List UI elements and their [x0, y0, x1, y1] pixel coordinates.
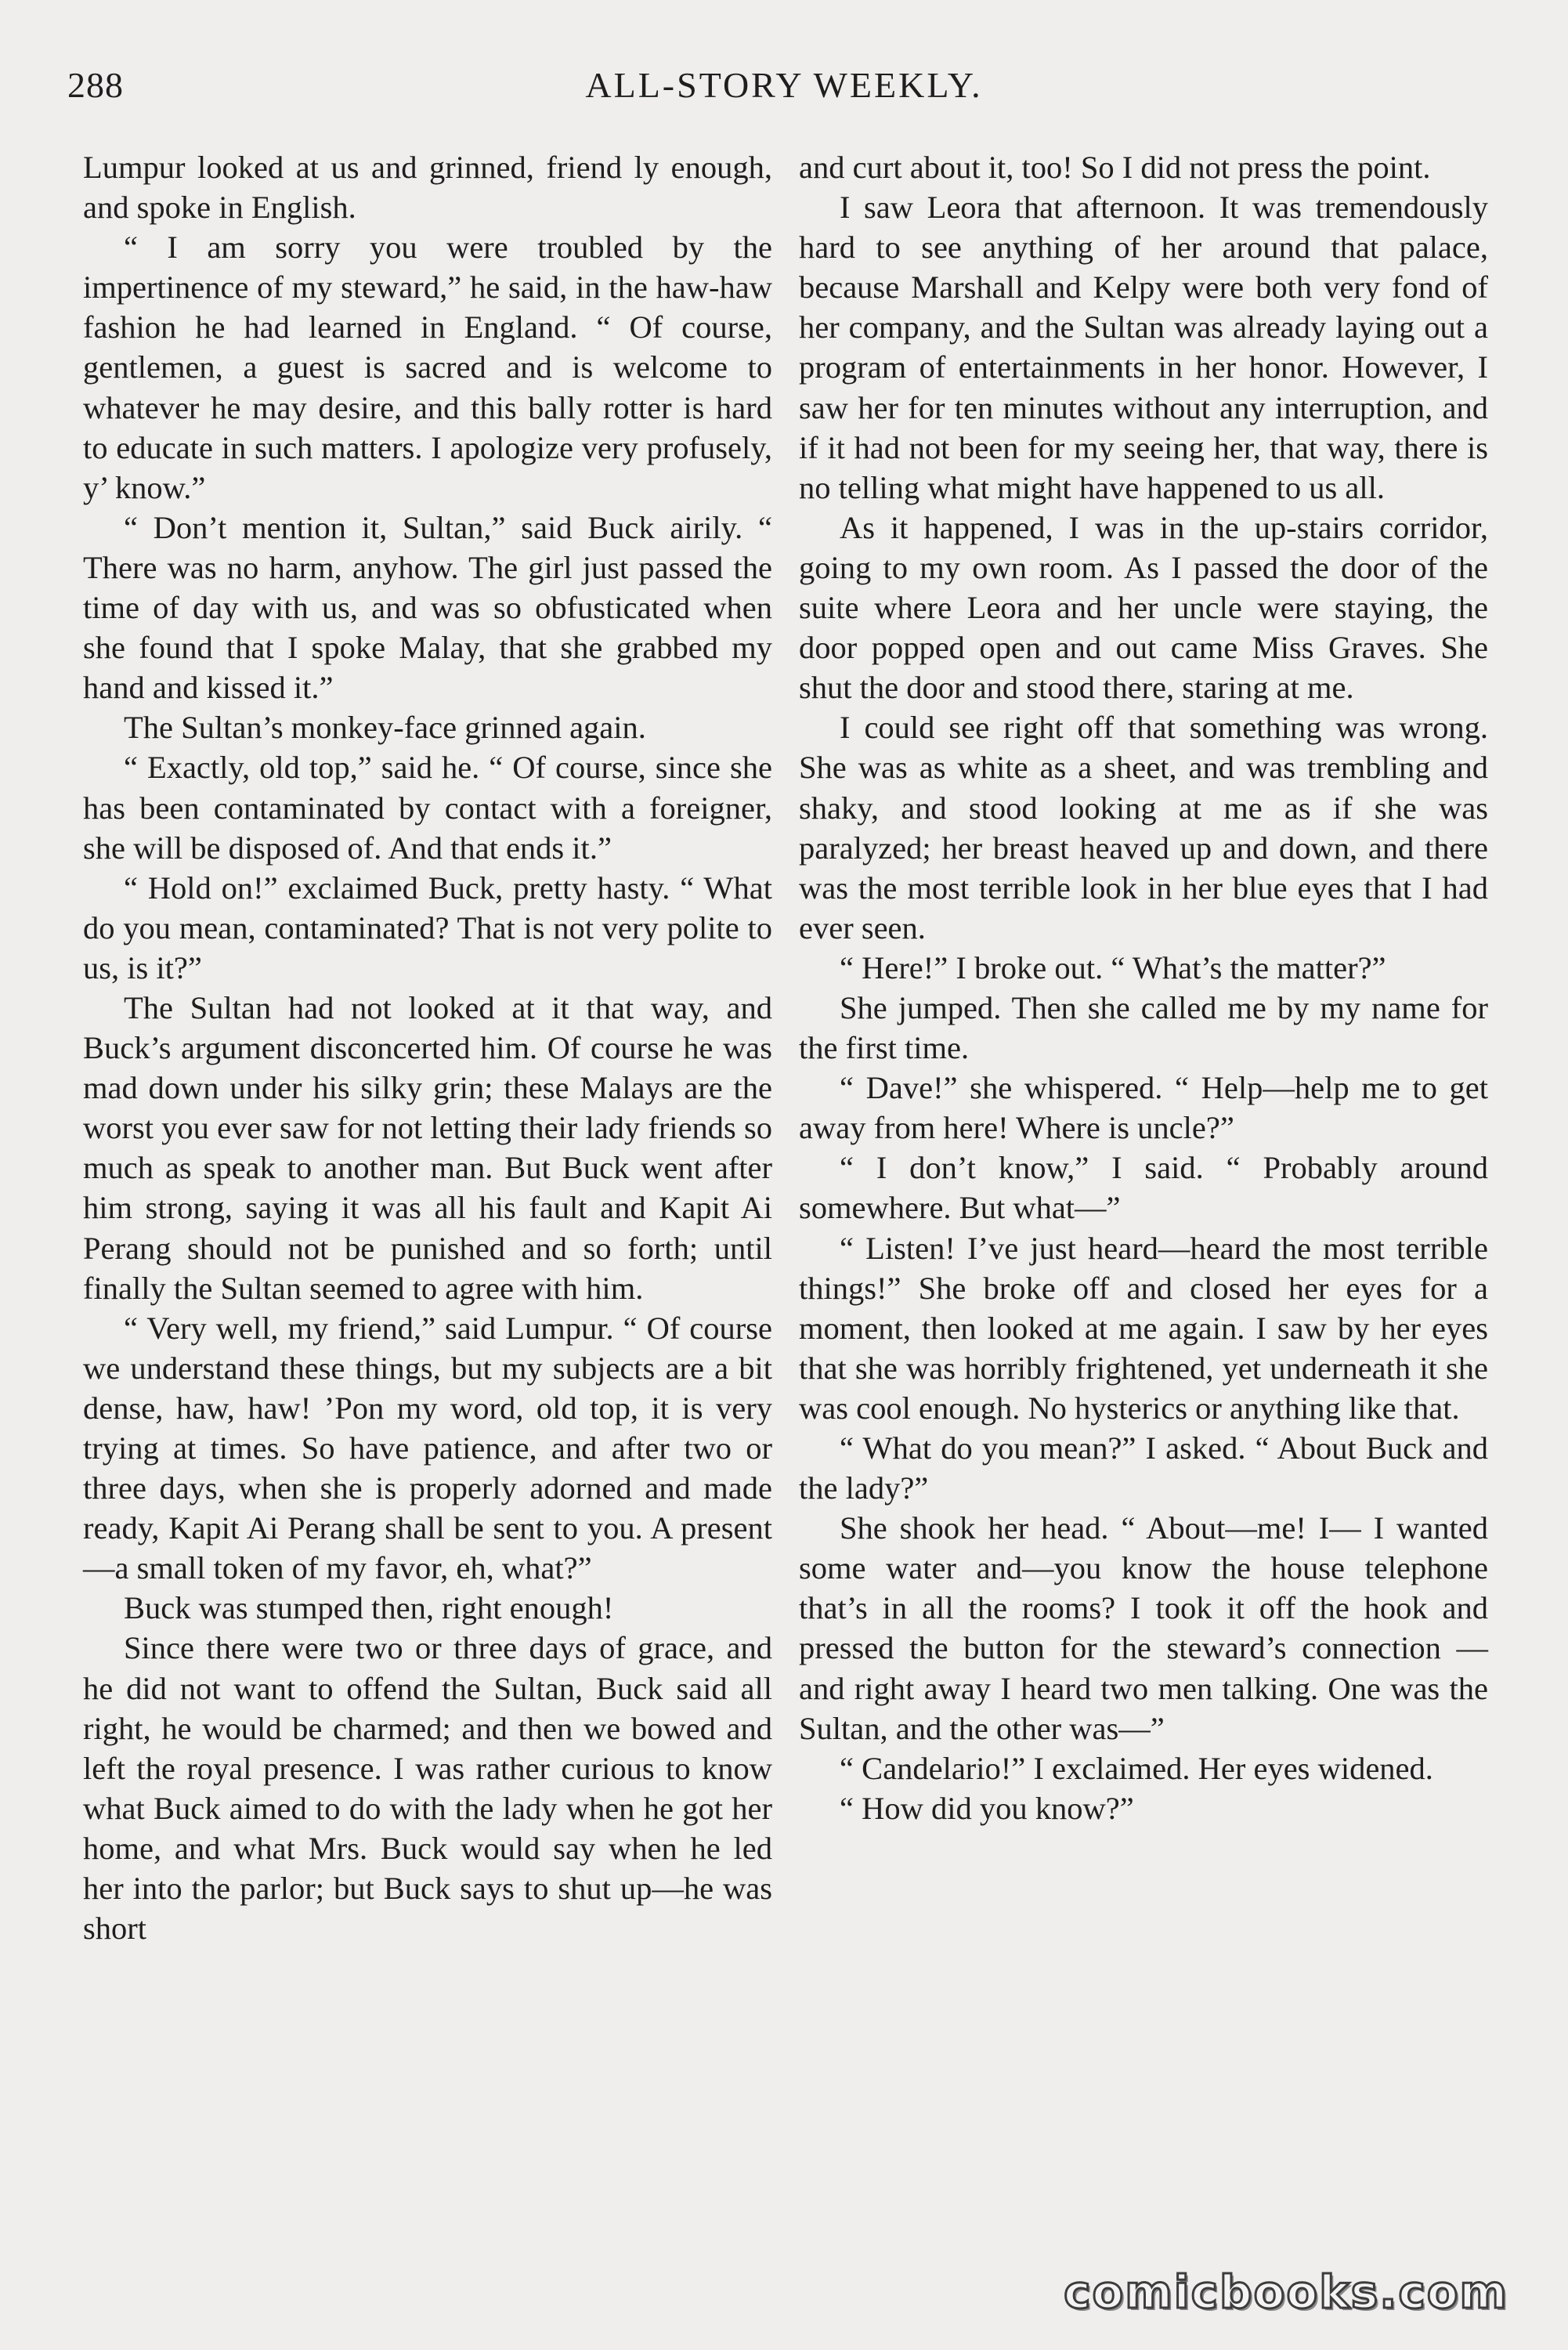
- paragraph: “ How did you know?”: [840, 1790, 1134, 1826]
- paragraph: “ Candelario!” I exclaimed. Her eyes widened.: [840, 1750, 1433, 1786]
- paragraph: She shook her head. “ About—me! I— I wanted some water and—you know the house telephone that’s in all the rooms? I took it off the hook and pressed the button for the steward’s connection — and right away I heard two men talking. One was the Sultan, and the other was—”: [799, 1510, 1488, 1746]
- right-column: [799, 147, 1488, 1828]
- magazine-title: ALL-STORY WEEKLY.: [585, 65, 983, 105]
- page-header: [67, 64, 1501, 127]
- paragraph: “ What do you mean?” I asked. “ About Buck and the lady?”: [799, 1430, 1488, 1506]
- paragraph: “ Dave!” she whispered. “ Help—help me to get away from here! Where is uncle?”: [799, 1070, 1488, 1146]
- paragraph: She jumped. Then she called me by my name for the first time.: [799, 989, 1488, 1066]
- paragraph: Buck was stumped then, right enough!: [124, 1590, 614, 1626]
- paragraph: “ Very well, my friend,” said Lumpur. “ Of course we understand these things, but my subjects are a bit dense, haw, haw! ’Pon my word, old top, it is very trying at times. So have patience, and after two or three days, when she is properly adorned and made ready, Kapit Ai Perang shall be sent to you. A present—a small token of my favor, eh, what?”: [83, 1310, 772, 1586]
- paragraph: I could see right off that something was wrong. She was as white as a sheet, and was trembling and shaky, and stood looking at me as if she was paralyzed; her breast heaved up and down, and there was the most terrible look in her blue eyes that I had ever seen.: [799, 710, 1488, 945]
- paragraph: “ I am sorry you were troubled by the impertinence of my steward,” he said, in the haw-haw fashion he had learned in England. “ Of course, gentlemen, a guest is sacred and is welcome to whatever he may desire, and this bally rotter is hard to educate in such matters. I apologize very profusely, y’ know.”: [83, 230, 772, 505]
- paragraph: “ Here!” I broke out. “ What’s the matter?”: [840, 949, 1386, 985]
- paragraph: and curt about it, too! So I did not press the point.: [799, 150, 1431, 185]
- paragraph: “ Hold on!” exclaimed Buck, pretty hasty. “ What do you mean, contaminated? That is not very polite to us, is it?”: [83, 870, 772, 985]
- paragraph: “ Don’t mention it, Sultan,” said Buck airily. “ There was no harm, anyhow. The girl just passed the time of day with us, and was so obfusticated when she found that I spoke Malay, that she grabbed my hand and kissed it.”: [83, 509, 772, 706]
- paragraph: I saw Leora that afternoon. It was tremendously hard to see anything of her around that palace, because Marshall and Kelpy were both very fond of her company, and the Sultan was already laying out a program of entertainments in her honor. However, I saw her for ten minutes without any interruption, and if it had not been for my seeing her, that way, there is no telling what might have happened to us all.: [799, 190, 1488, 505]
- paragraph: The Sultan’s monkey-face grinned again.: [124, 710, 646, 746]
- paragraph: “ I don’t know,” I said. “ Probably around somewhere. But what—”: [799, 1150, 1488, 1226]
- paragraph: Lumpur looked at us and grinned, friend ly enough, and spoke in English.: [83, 150, 772, 226]
- paragraph: “ Exactly, old top,” said he. “ Of course, since she has been contaminated by contact with a foreigner, she will be disposed of. And that ends it.”: [83, 750, 772, 866]
- left-column: [83, 147, 772, 1948]
- paragraph: The Sultan had not looked at it that way, and Buck’s argument disconcerted him. Of course he was mad down under his silky grin; these Malays are the worst you ever saw for not letting their lady friends so much as speak to another man. But Buck went after him strong, saying it was all his fault and Kapit Ai Perang should not be punished and so forth; until finally the Sultan seemed to agree with him.: [83, 989, 772, 1306]
- paragraph: Since there were two or three days of grace, and he did not want to offend the Sultan, Buck said all right, he would be charmed; and then we bowed and left the royal presence. I was rather curious to know what Buck aimed to do with the lady when he got her home, and what Mrs. Buck would say when he led her into the parlor; but Buck says to shut up—he was short: [83, 1630, 772, 1947]
- page-number: 288: [67, 65, 124, 105]
- watermark-logo: comicbooks.com: [1064, 2265, 1508, 2319]
- paragraph: “ Listen! I’ve just heard—heard the most terrible things!” She broke off and closed her eyes for a moment, then looked at me again. I saw by her eyes that she was horribly frightened, yet underneath it she was cool enough. No hysterics or anything like that.: [799, 1230, 1488, 1426]
- paragraph: As it happened, I was in the up-stairs corridor, going to my own room. As I passed the door of the suite where Leora and her uncle were staying, the door popped open and out came Miss Graves. She shut the door and stood there, staring at me.: [799, 509, 1488, 706]
